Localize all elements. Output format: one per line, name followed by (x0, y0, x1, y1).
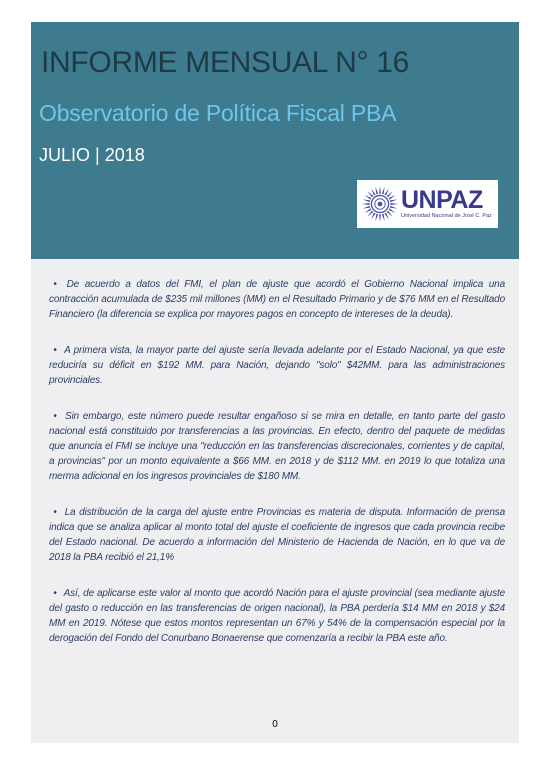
sun-ray (382, 187, 385, 195)
report-page (31, 22, 519, 743)
paragraph-text: Sin embargo, este número puede resultar engañoso si se mira en detalle, en tanto parte del gasto nacional está constituido por transferencias a las provincias. En efecto, dentro del paquete de medidas que anuncia el FMI se incluye una "reducción en las transferencias discrecionales, corrientes y de capital, a provincias" por un monto equivalente a $66 MM. en 2018 y de $112 MM. en 2019 lo que totaliza una merma adicional en los ingresos provinciales de $180 MM. (49, 411, 505, 482)
bullet-icon: • (53, 507, 57, 518)
bullet-paragraph (49, 343, 505, 388)
sun-ray (364, 195, 371, 200)
sun-ray (371, 188, 376, 195)
bullet-paragraph (49, 277, 505, 322)
report-subtitle: Observatorio de Política Fiscal PBA (39, 100, 397, 126)
sun-ray (390, 206, 398, 209)
bullet-icon: • (53, 588, 57, 599)
sun-ray (362, 203, 370, 205)
sun-ray (384, 213, 389, 220)
sun-ray (364, 208, 371, 213)
sun-ray (367, 211, 373, 217)
bullet-icon: • (53, 279, 57, 290)
page-number: 0 (272, 719, 278, 730)
unpaz-sun-emblem-icon (361, 185, 399, 223)
logo-text (401, 188, 492, 220)
sun-ray (389, 208, 396, 213)
paragraph-text: De acuerdo a datos del FMI, el plan de ajuste que acordó el Gobierno Nacional implica una contracción acumulada de $235 mil millones (MM) en el Resultado Primario y de $76 MM en el Resultado Financiero (la diferencia se explica por mayores pagos en concepto de intereses de la deuda). (49, 279, 505, 320)
paragraph-text: Así, de aplicarse este valor al monto que acordó Nación para el ajuste provincial (sea mediante ajuste del gasto o reducción en las transferencias de origen nacional), la PBA perdería $14 MM en 2018 y $24 MM en 2019. Nótese que estos montos representan un 67% y 54% de la compensación especial por la derogación del Fondo del Conurbano Bonaerense que comenzaría a recibir la PBA este año. (49, 588, 505, 644)
bullet-icon: • (53, 411, 57, 422)
report-header (31, 22, 519, 259)
unpaz-logo (357, 180, 498, 228)
sun-ray (375, 187, 378, 195)
sun-ray (387, 191, 393, 197)
logo-tagline: Universidad Nacional de José C. Paz (401, 213, 492, 220)
sun-ray (371, 213, 376, 220)
sun-ray (390, 203, 398, 205)
sun-ray (379, 214, 381, 222)
sun-ray (390, 199, 398, 202)
sun-ray (387, 211, 393, 217)
sun-ray (382, 214, 385, 222)
bullet-paragraph (49, 409, 505, 484)
paragraph-text: La distribución de la carga del ajuste entre Provincias es materia de disputa. Información de prensa indica que se analiza aplicar al monto total del ajuste el coeficiente de ingresos que cada provincia recibe del Estado nacional. De acuerdo a información del Ministerio de Hacienda de Nación, en lo que va de 2018 la PBA recibió el 21,1% (49, 507, 505, 563)
bullet-icon: • (53, 345, 57, 356)
sun-ray (384, 188, 389, 195)
sun-ray (363, 199, 371, 202)
report-title: INFORME MENSUAL N° 16 (41, 46, 409, 79)
sun-ray (363, 206, 371, 209)
logo-name: UNPAZ (401, 186, 483, 215)
sun-ray (367, 191, 373, 197)
bullet-paragraph (49, 505, 505, 565)
report-body (49, 277, 505, 667)
bullet-paragraph (49, 586, 505, 646)
report-date: JULIO | 2018 (39, 145, 145, 165)
sun-ray (389, 195, 396, 200)
sun-ray (379, 186, 381, 194)
paragraph-text: A primera vista, la mayor parte del ajuste sería llevada adelante por el Estado Nacional, ya que este reduciría su déficit en $192 MM. para Nación, dejando "solo" $42MM. para las administraciones provinciales. (49, 345, 505, 386)
sun-ray (375, 214, 378, 222)
